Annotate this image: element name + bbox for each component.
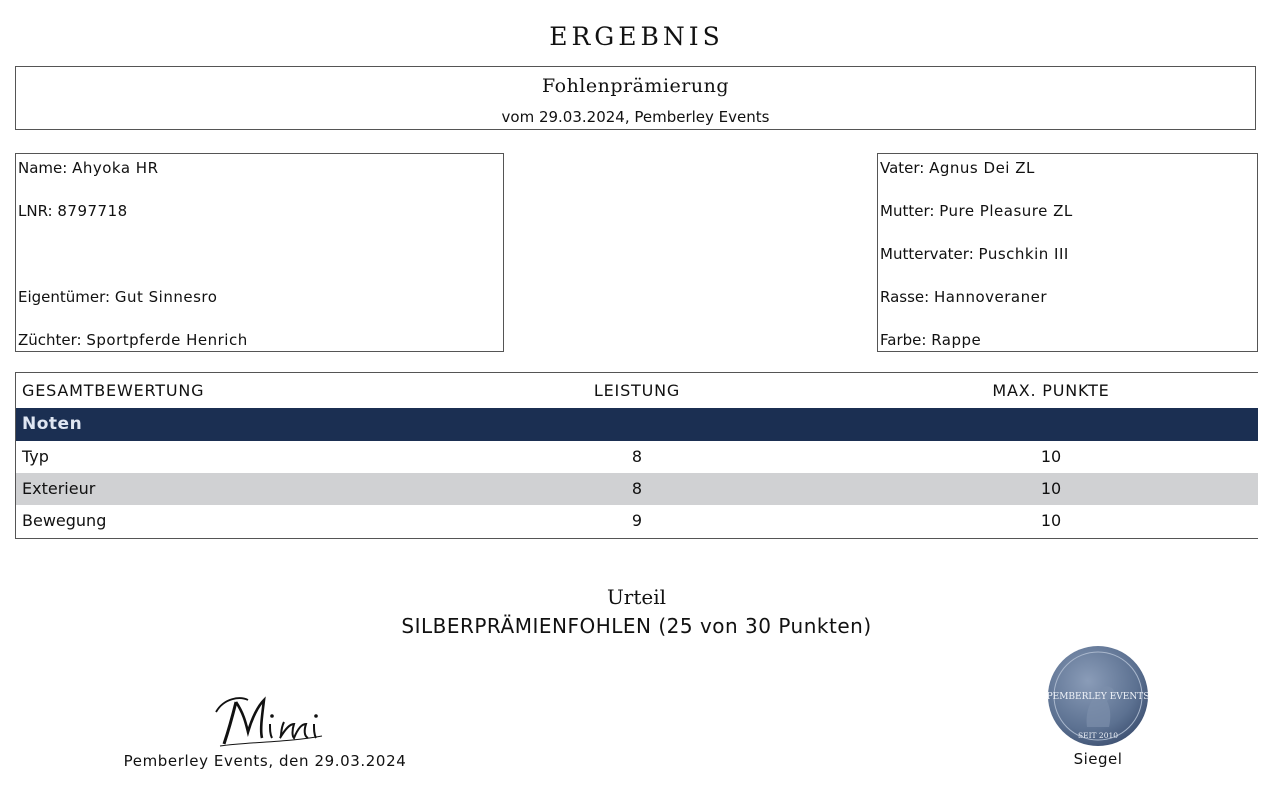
event-subtitle: vom 29.03.2024, Pemberley Events: [501, 108, 770, 126]
lnr-label: LNR:: [18, 202, 53, 220]
owner-label: Eigentümer:: [18, 288, 111, 306]
row-max: 10: [1040, 447, 1062, 466]
event-header-box: [15, 66, 1256, 130]
section-label: Noten: [22, 414, 83, 434]
row-score: 8: [631, 479, 643, 498]
horse-name-value: Ahyoka HR: [72, 159, 159, 177]
header-max: MAX. PUNKTE: [992, 381, 1110, 400]
table-header-row: [16, 373, 1258, 408]
page-title: ERGEBNIS: [549, 22, 724, 51]
signature-caption: Pemberley Events, den 29.03.2024: [123, 752, 407, 770]
horse-name-line: [18, 159, 159, 177]
row-label: Bewegung: [22, 511, 107, 530]
dam-line: [880, 202, 1073, 220]
damsire-value: Puschkin III: [978, 245, 1069, 263]
seal-text-bottom: SEIT 2010: [1077, 731, 1119, 740]
verdict-label: Urteil: [606, 585, 667, 609]
row-max: 10: [1040, 511, 1062, 530]
row-label: Typ: [22, 447, 49, 466]
row-score: 8: [631, 447, 643, 466]
damsire-label: Muttervater:: [880, 245, 974, 263]
breed-value: Hannoveraner: [933, 288, 1048, 306]
breed-label: Rasse:: [880, 288, 930, 306]
dam-value: Pure Pleasure ZL: [939, 202, 1073, 220]
verdict-value: SILBERPRÄMIENFOHLEN (25 von 30 Punkten): [401, 614, 872, 638]
pedigree-info-box: [877, 153, 1258, 352]
sire-value: Agnus Dei ZL: [929, 159, 1035, 177]
row-score: 9: [631, 511, 643, 530]
seal-icon: [1047, 645, 1149, 747]
color-line: [880, 331, 981, 349]
damsire-line: [880, 245, 1069, 263]
seal-caption: Siegel: [1073, 750, 1123, 768]
event-name: Fohlenprämierung: [541, 75, 729, 97]
breeder-value: Sportpferde Henrich: [86, 331, 248, 349]
horse-name-label: Name:: [18, 159, 68, 177]
signature-image: [210, 688, 330, 750]
table-row: [16, 505, 1258, 537]
lnr-value: 8797718: [57, 202, 128, 220]
sire-label: Vater:: [880, 159, 925, 177]
color-label: Farbe:: [880, 331, 927, 349]
breeder-line: [18, 331, 248, 349]
color-value: Rappe: [931, 331, 982, 349]
lnr-line: [18, 202, 128, 220]
dam-label: Mutter:: [880, 202, 935, 220]
breed-line: [880, 288, 1047, 306]
score-table: [15, 372, 1258, 539]
owner-line: [18, 288, 217, 306]
table-row: [16, 473, 1258, 505]
breeder-label: Züchter:: [18, 331, 82, 349]
header-overall: GESAMTBEWERTUNG: [22, 381, 205, 400]
table-row: [16, 441, 1258, 473]
section-header-noten: [16, 408, 1258, 441]
sire-line: [880, 159, 1035, 177]
seal-text-top: PEMBERLEY EVENTS: [1047, 692, 1149, 702]
header-score: LEISTUNG: [593, 381, 681, 400]
horse-info-box: [15, 153, 504, 352]
row-label: Exterieur: [22, 479, 96, 498]
row-max: 10: [1040, 479, 1062, 498]
owner-value: Gut Sinnesro: [114, 288, 218, 306]
